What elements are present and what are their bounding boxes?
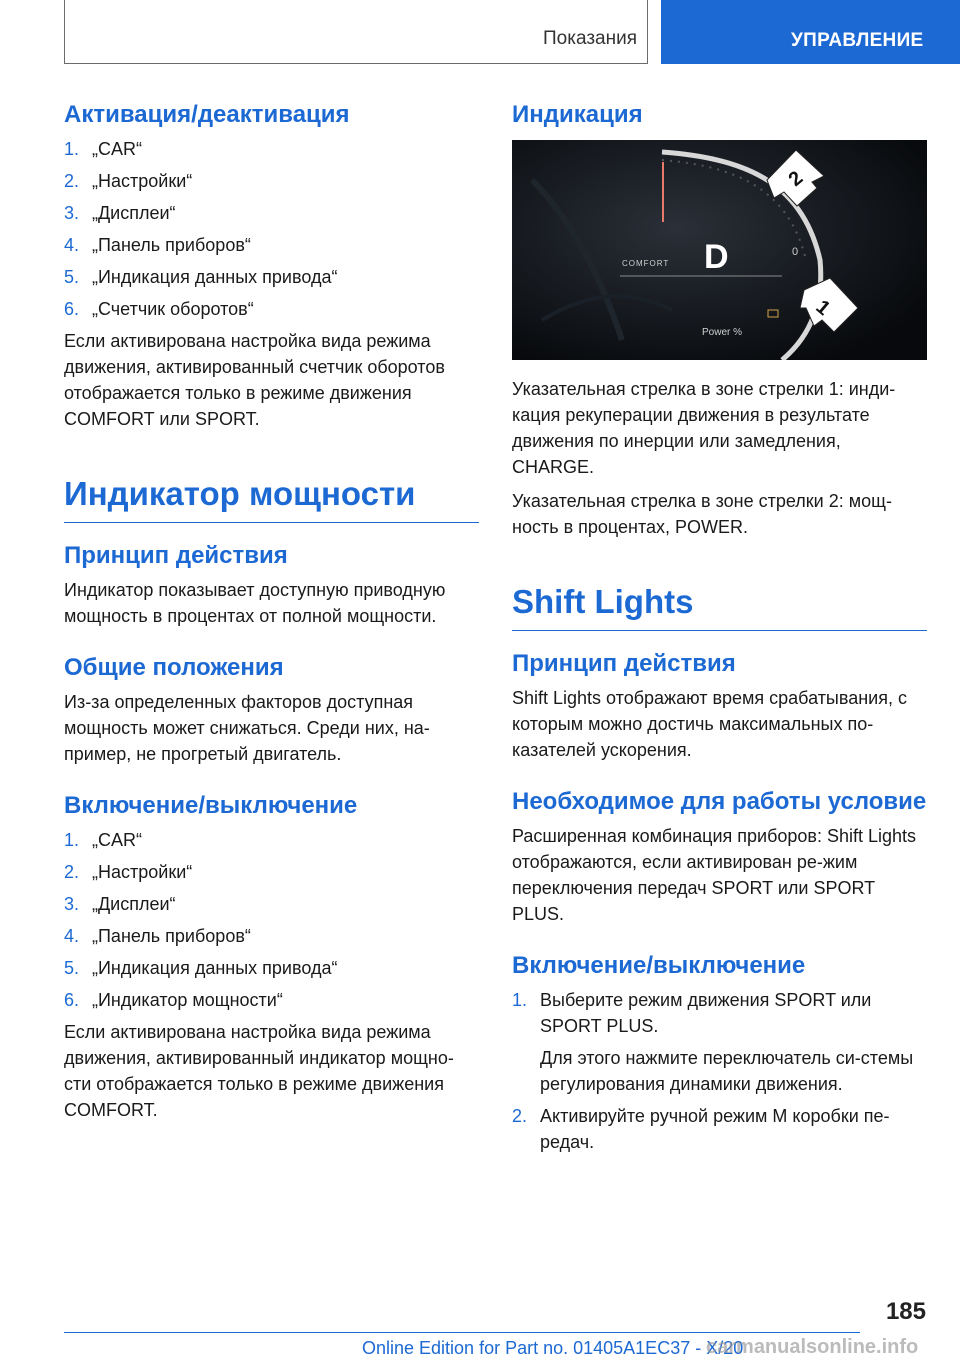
shift-principle-text: Shift Lights отображают время срабатывания, с которым можно достичь максимальных по-казателей ускорения. <box>512 687 907 760</box>
header-section-box <box>64 0 648 64</box>
header-section-label: Показания <box>543 28 637 49</box>
gear-indicator: D <box>704 238 729 276</box>
list-item: 5. „Индикация данных привода“ <box>64 267 338 287</box>
mode-label: COMFORT <box>622 259 670 268</box>
indication-text-1: Указательная стрелка в зоне стрелки 1: инди-кация рекуперации движения в результате движения по инерции или замедления, CHARGE. <box>512 379 896 477</box>
watermark: carmanualsonline.info <box>706 1336 919 1358</box>
power-principle-text: Индикатор показывает доступную приводную мощность в процентах от полной мощности. <box>64 579 446 626</box>
power-general-text: Из-за определенных факторов доступная мощность может снижаться. Среди них, на-пример, не прогретый двигатель. <box>64 691 430 764</box>
zero-mark: 0 <box>792 246 799 258</box>
power-label: Power % <box>702 327 743 338</box>
power-onoff-heading: Включение/выключение <box>64 791 358 819</box>
header-chapter-tab[interactable]: УПРАВЛЕНИЕ <box>661 0 960 64</box>
list-item: 2. „Настройки“ <box>64 171 193 191</box>
power-meter-title: Индикатор мощности <box>64 474 479 523</box>
list-item: 4. „Панель приборов“ <box>64 235 251 255</box>
list-item: 3. „Дисплеи“ <box>64 203 176 223</box>
list-item: 1. Выберите режим движения SPORT или SPORT PLUS. Для этого нажмите переключатель си-стемы регулирования динамики движения. <box>512 987 927 1097</box>
activation-steps <box>64 136 479 322</box>
shift-requirement-heading: Необходимое для работы условие <box>512 787 927 815</box>
list-item: 6. „Индикатор мощности“ <box>64 989 283 1010</box>
cluster-illustration <box>512 140 927 360</box>
list-item: 4. „Панель приборов“ <box>64 925 251 946</box>
power-principle-heading: Принцип действия <box>64 541 288 569</box>
shift-principle-heading: Принцип действия <box>512 649 736 677</box>
activation-note: Если активирована настройка вида режима движения, активированный счетчик оборотов отображается только в режиме движения COMFORT или SPORT. <box>64 331 445 429</box>
indication-heading: Индикация <box>512 101 643 128</box>
list-item: 6. „Счетчик оборотов“ <box>64 299 254 319</box>
shift-lights-title: Shift Lights <box>512 582 927 631</box>
list-item: 5. „Индикация данных привода“ <box>64 957 338 978</box>
shift-requirement-text: Расширенная комбинация приборов: Shift Lights отображаются, если активирован ре-жим переключения передач SPORT или SPORT PLUS. <box>512 825 917 924</box>
instrument-cluster-image <box>512 140 927 360</box>
shift-onoff-steps <box>512 987 927 1155</box>
page-number: 185 <box>885 1298 926 1325</box>
power-onoff-note: Если активирована настройка вида режима движения, активированный индикатор мощно-сти отображается только в режиме движения COMFORT. <box>64 1021 454 1120</box>
list-item: 2. Активируйте ручной режим M коробки пе-редач. <box>512 1105 890 1152</box>
power-onoff-steps <box>64 827 479 1013</box>
power-general-heading: Общие положения <box>64 653 284 681</box>
svg-text:2: 2 <box>784 166 808 191</box>
footer-divider <box>64 1332 860 1333</box>
step-1-subtext: Для этого нажмите переключатель си-стемы регулирования динамики движения. <box>540 1047 914 1094</box>
shift-onoff-heading: Включение/выключение <box>512 951 806 979</box>
footer-edition: Online Edition for Part no. 01405A1EC37 - X/20 <box>362 1338 744 1358</box>
svg-text:1: 1 <box>811 295 835 320</box>
right-column <box>512 100 927 1161</box>
list-item: 2. „Настройки“ <box>64 861 193 882</box>
list-item: 1. „CAR“ <box>64 139 142 159</box>
list-item: 1. „CAR“ <box>64 829 142 850</box>
left-column <box>64 100 479 1131</box>
activation-heading: Активация/деактивация <box>64 101 350 128</box>
list-item: 3. „Дисплеи“ <box>64 893 176 914</box>
indication-text-2: Указательная стрелка в зоне стрелки 2: мощ-ность в процентах, POWER. <box>512 491 892 537</box>
